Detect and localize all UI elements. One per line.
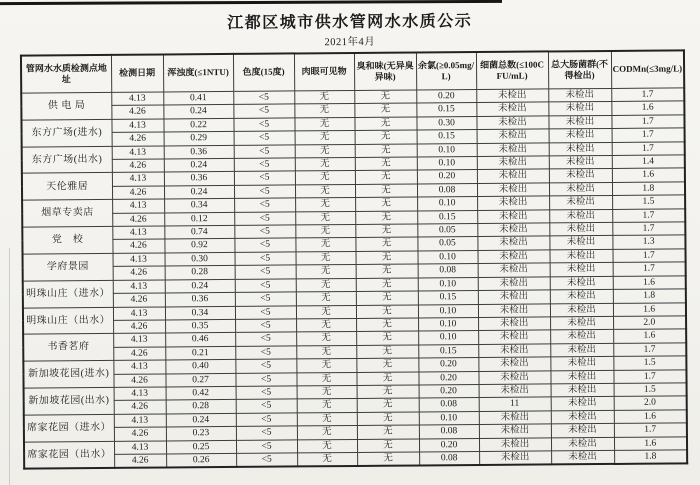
data-cell: 0.28 [166,400,236,414]
data-cell: <5 [235,359,296,373]
data-cell: 无 [356,318,418,332]
data-cell: 未检出 [550,316,613,330]
data-cell: 4.26 [113,266,165,280]
data-cell: 未检出 [478,317,550,331]
data-cell: 无 [355,197,417,211]
data-cell: <5 [236,399,297,413]
data-cell: 0.15 [418,291,478,305]
data-cell: 无 [296,345,356,359]
data-cell: 4.13 [113,306,165,320]
data-cell: 无 [296,305,356,319]
data-cell: 未检出 [478,357,550,371]
data-cell: 0.42 [166,386,236,400]
location-cell: 东方广场(出水) [22,146,112,174]
data-cell: 未检出 [548,115,611,129]
data-cell: 无 [295,131,355,145]
data-cell: 未检出 [479,437,551,451]
data-cell: <5 [234,225,295,239]
data-cell: 1.7 [612,249,685,263]
data-cell: 无 [355,237,417,251]
data-cell: 0.10 [417,197,477,211]
data-cell: 0.10 [418,304,478,318]
data-cell: 无 [295,171,355,185]
data-cell: 0.10 [417,157,477,171]
data-cell: 未检出 [479,424,551,438]
data-cell: 2.0 [613,316,686,330]
data-cell: 2.0 [614,396,687,410]
data-cell: 0.08 [418,264,478,278]
data-cell: 未检出 [550,357,613,371]
data-cell: 0.30 [165,252,235,266]
data-cell: 0.36 [164,145,234,159]
data-cell: <5 [236,439,297,453]
data-cell: 无 [297,426,357,440]
column-header-coliform: 总大肠菌群(不得检出) [548,51,611,89]
data-cell: <5 [236,413,297,427]
location-cell: 天伦雅居 [22,173,112,201]
data-cell: 无 [355,224,417,238]
column-header-chlorine: 余氯(≥0.05mg/L) [416,52,476,90]
column-header-location: 管网水水质检测点地址 [21,55,111,93]
data-cell: <5 [235,346,296,360]
data-cell: 0.15 [417,130,477,144]
data-cell: 4.26 [113,320,165,334]
data-cell: 无 [355,170,417,184]
data-cell: 1.7 [611,115,684,129]
data-cell: 0.92 [164,239,234,253]
data-cell: 无 [297,385,357,399]
location-cell: 烟草专卖店 [22,200,112,228]
header-row [21,50,684,93]
data-cell: 未检出 [549,142,612,156]
location-cell: 明珠山庄（进水） [23,280,113,308]
data-cell: 1.6 [611,101,684,115]
data-cell: <5 [235,332,296,346]
data-cell: 4.13 [114,414,166,428]
data-cell: 无 [356,304,418,318]
data-cell: 未检出 [479,384,551,398]
data-cell: 无 [356,345,418,359]
data-cell: 0.35 [165,319,235,333]
data-cell: <5 [234,171,295,185]
data-cell: 0.24 [164,158,234,172]
data-cell: 无 [356,358,418,372]
location-cell: 席家花园（进水） [24,414,114,442]
data-cell: 1.7 [612,141,685,155]
data-cell: 未检出 [551,437,614,451]
data-cell: 0.12 [164,212,234,226]
data-cell: 无 [295,184,355,198]
data-cell: 未检出 [549,169,612,183]
data-cell: 无 [355,130,417,144]
data-cell: 未检出 [550,330,613,344]
data-cell: 4.13 [111,92,163,106]
data-cell: 无 [295,198,355,212]
data-cell: 4.13 [112,172,164,186]
data-cell: 4.26 [111,105,163,119]
data-cell: 0.26 [166,453,236,467]
data-cell: <5 [235,265,296,279]
data-cell: 0.24 [165,279,235,293]
data-cell: 未检出 [550,370,613,384]
data-cell: 无 [296,278,356,292]
data-cell: 4.13 [114,387,166,401]
data-cell: 未检出 [478,370,550,384]
data-cell: <5 [234,212,295,226]
data-cell: 未检出 [550,343,613,357]
data-cell: 0.24 [163,105,233,119]
data-cell: 0.15 [417,210,477,224]
column-header-color: 色度(15度) [233,53,294,91]
data-cell: 4.26 [113,293,165,307]
data-cell: 0.27 [165,373,235,387]
data-cell: 未检出 [551,450,614,464]
data-cell: 1.7 [613,369,686,383]
data-cell: 0.41 [163,91,233,105]
column-header-odor: 臭和味(无异臭异味) [354,52,416,90]
data-cell: 无 [296,265,356,279]
data-cell: 无 [355,211,417,225]
data-cell: 0.15 [416,103,476,117]
data-cell: 0.25 [166,440,236,454]
location-cell: 供 电 局 [21,92,111,120]
data-cell: 无 [294,117,354,131]
data-cell: 未检出 [479,451,551,465]
data-cell: 0.10 [417,143,477,157]
data-cell: <5 [234,145,295,159]
data-cell: 4.26 [113,347,165,361]
data-cell: 4.13 [113,253,165,267]
data-cell: <5 [234,185,295,199]
data-cell: 无 [355,184,417,198]
data-cell: 未检出 [477,250,549,264]
data-cell: 4.26 [114,454,166,468]
data-cell: 未检出 [549,249,612,263]
data-cell: 0.30 [416,116,476,130]
column-header-date: 检测日期 [111,54,163,92]
location-cell: 新加坡花园(出水) [24,387,114,415]
data-cell: 4.13 [114,441,166,455]
data-cell: 0.20 [418,358,478,372]
data-cell: 4.26 [112,239,164,253]
data-cell: 4.13 [113,360,165,374]
data-cell: 4.13 [112,199,164,213]
data-cell: 4.26 [112,159,164,173]
data-cell: 11 [479,397,551,411]
data-cell: 无 [295,225,355,239]
location-cell: 明珠山庄（出水） [23,307,113,335]
data-cell: <5 [234,131,295,145]
data-cell: 未检出 [550,290,613,304]
data-cell: 未检出 [479,411,551,425]
data-cell: <5 [234,198,295,212]
data-cell: 无 [296,251,356,265]
data-cell: <5 [233,104,294,118]
page-subtitle: 2021年4月 [324,36,376,49]
data-cell: 未检出 [477,129,549,143]
data-cell: 1.6 [612,168,685,182]
data-cell: 无 [295,238,355,252]
data-cell: 0.22 [163,118,233,132]
data-cell: 无 [357,412,419,426]
data-cell: 0.20 [417,170,477,184]
data-cell: 未检出 [478,303,550,317]
data-cell: 未检出 [551,397,614,411]
water-quality-table [20,49,688,470]
data-cell: 无 [356,291,418,305]
data-cell: 未检出 [477,156,549,170]
data-cell: 无 [356,251,418,265]
data-cell: 未检出 [478,277,550,291]
data-cell: 0.46 [165,333,235,347]
data-cell: 4.13 [113,280,165,294]
data-cell: 1.7 [612,209,685,223]
data-cell: 4.26 [112,186,164,200]
data-cell: 未检出 [477,143,549,157]
data-cell: <5 [235,305,296,319]
data-cell: 0.08 [419,425,479,439]
data-cell: <5 [234,238,295,252]
data-cell: 1.6 [614,436,687,450]
data-cell: 4.26 [114,400,166,414]
data-cell: 无 [297,399,357,413]
data-cell: <5 [235,372,296,386]
data-cell: 0.34 [165,306,235,320]
data-cell: <5 [235,292,296,306]
data-cell: 4.13 [112,146,164,160]
data-cell: 未检出 [478,344,550,358]
data-cell: 0.05 [417,224,477,238]
data-cell: 1.5 [612,195,685,209]
data-cell: 无 [297,452,357,466]
data-cell: 未检出 [549,236,612,250]
data-cell: 0.34 [164,199,234,213]
location-cell: 书香茗府 [23,334,113,362]
data-cell: 1.6 [613,302,686,316]
data-cell: 0.10 [418,277,478,291]
data-cell: 无 [296,318,356,332]
data-cell: 无 [295,157,355,171]
data-cell: 未检出 [550,263,613,277]
data-cell: 1.8 [612,182,685,196]
data-cell: 0.21 [165,346,235,360]
data-cell: 无 [357,425,419,439]
data-cell: 0.08 [417,183,477,197]
data-cell: 0.24 [166,413,236,427]
data-cell: 4.26 [113,373,165,387]
data-cell: 无 [355,144,417,158]
data-cell: <5 [235,279,296,293]
data-cell: 0.10 [419,411,479,425]
data-cell: 未检出 [549,155,612,169]
data-cell: 未检出 [477,236,549,250]
data-cell: 0.20 [416,90,476,104]
column-header-codmn: CODMn(≤3mg/L) [611,50,684,88]
data-cell: 1.7 [614,423,687,437]
data-cell: 未检出 [477,169,549,183]
column-header-visible: 肉眼可见物 [294,53,354,91]
data-cell: 1.6 [613,276,686,290]
data-cell: 0.08 [419,451,479,465]
location-cell: 东方广场(进水) [21,119,111,147]
data-cell: 无 [356,264,418,278]
data-cell: 未检出 [477,223,549,237]
location-cell: 席家花园（出水） [24,441,114,469]
data-cell: 0.23 [166,427,236,441]
data-cell: 无 [357,439,419,453]
data-cell: 1.5 [613,356,686,370]
data-cell: 未检出 [550,276,613,290]
data-cell: 未检出 [476,116,548,130]
data-cell: 未检出 [549,182,612,196]
data-cell: 无 [295,211,355,225]
data-cell: 4.26 [112,213,164,227]
data-cell: <5 [236,426,297,440]
data-cell: 0.20 [419,438,479,452]
data-cell: <5 [233,118,294,132]
data-cell: 未检出 [551,424,614,438]
data-cell: 0.36 [164,172,234,186]
data-cell: 0.10 [418,331,478,345]
data-cell: 未检出 [551,383,614,397]
data-cell: 未检出 [550,303,613,317]
data-cell: 未检出 [549,129,612,143]
data-cell: 无 [356,372,418,386]
data-cell: <5 [236,386,297,400]
data-cell: 无 [296,359,356,373]
data-cell: 未检出 [549,223,612,237]
data-cell: 无 [357,385,419,399]
data-cell: 0.40 [165,360,235,374]
data-cell: 0.20 [418,371,478,385]
data-cell: 无 [294,104,354,118]
data-cell: 无 [297,412,357,426]
data-cell: 0.20 [419,384,479,398]
data-cell: 未检出 [476,102,548,116]
data-cell: 0.08 [419,398,479,412]
data-cell: 1.8 [614,450,687,464]
data-cell: 1.8 [613,289,686,303]
data-cell: 0.05 [417,237,477,251]
data-cell: 未检出 [478,330,550,344]
location-cell: 学府景园 [23,253,113,281]
data-cell: 0.10 [418,317,478,331]
data-cell: 4.13 [112,226,164,240]
data-cell: 0.74 [164,225,234,239]
data-cell: 1.3 [612,235,685,249]
column-header-bacteria: 细菌总数(≤100CFU/mL) [476,51,548,89]
data-cell: 1.7 [613,343,686,357]
data-cell: 未检出 [478,290,550,304]
data-cell: 未检出 [549,209,612,223]
data-cell: 0.28 [165,266,235,280]
data-cell: 无 [295,144,355,158]
data-cell: 1.7 [611,88,684,102]
data-cell: 无 [296,292,356,306]
data-cell: 无 [356,278,418,292]
data-cell: 无 [357,452,419,466]
data-cell: <5 [233,91,294,105]
data-cell: <5 [234,158,295,172]
data-cell: 无 [357,398,419,412]
data-cell: 4.26 [114,427,166,441]
page-title: 江都区城市供水管网水水质公示 [227,13,473,32]
data-cell: 未检出 [551,410,614,424]
table-body [21,88,687,469]
data-cell: 4.13 [111,119,163,133]
data-cell: 无 [356,331,418,345]
data-cell: 无 [354,103,416,117]
data-cell: 0.36 [165,293,235,307]
data-cell: 1.4 [612,155,685,169]
data-cell: 未检出 [477,196,549,210]
data-cell: 无 [355,157,417,171]
data-cell: 1.7 [612,222,685,236]
data-cell: 未检出 [548,102,611,116]
data-cell: 未检出 [476,89,548,103]
data-cell: 未检出 [548,88,611,102]
data-cell: 1.6 [614,410,687,424]
data-cell: <5 [235,319,296,333]
location-cell: 党 校 [22,226,112,254]
data-cell: 无 [296,372,356,386]
column-header-turbidity: 浑浊度(≤1NTU) [163,54,233,92]
data-cell: 0.10 [418,250,478,264]
data-cell: 无 [294,90,354,104]
data-cell: 0.24 [164,185,234,199]
data-cell: 未检出 [477,210,549,224]
data-cell: 1.6 [613,329,686,343]
data-cell: 未检出 [478,263,550,277]
data-cell: 未检出 [477,183,549,197]
data-cell: <5 [236,453,297,467]
data-cell: 0.29 [164,132,234,146]
data-cell: 4.13 [113,333,165,347]
data-cell: 1.7 [613,262,686,276]
data-cell: 无 [296,332,356,346]
data-cell: 1.7 [612,128,685,142]
data-cell: 1.5 [614,383,687,397]
location-cell: 新加坡花园(进水) [23,360,113,388]
data-cell: 未检出 [549,196,612,210]
data-cell: 无 [297,439,357,453]
data-cell: <5 [235,252,296,266]
data-cell: 无 [354,117,416,131]
data-cell: 4.26 [112,132,164,146]
data-cell: 无 [354,90,416,104]
data-cell: 0.15 [418,344,478,358]
